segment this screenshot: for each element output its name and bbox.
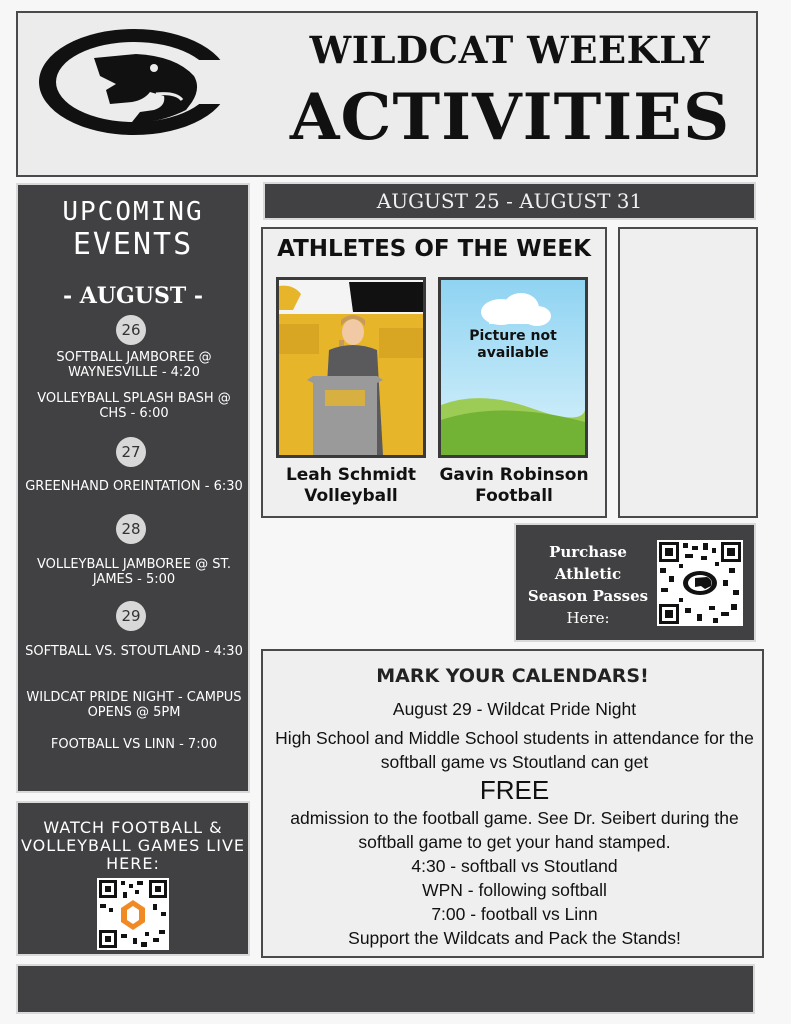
empty-panel [618,227,758,518]
athlete-name: Gavin Robinson [439,465,589,485]
season-passes-qr-code-icon[interactable] [657,540,743,626]
event-item: SOFTBALL JAMBOREE @ WAYNESVILLE - 4:20 [56,350,212,380]
passes-line3: Season Passes [527,587,649,605]
newsletter-title-line1: WILDCAT WEEKLY [309,28,711,72]
mark-calendars-panel [261,649,764,958]
athletes-title: ATHLETES OF THE WEEK [277,236,591,262]
day-badge-26: 26 [116,315,146,345]
calendar-line: Support the Wildcats and Pack the Stands! [348,928,681,948]
livestream-qr-code-icon[interactable] [97,878,169,950]
upcoming-events-panel [16,183,250,793]
events-title-line1: UPCOMING [62,197,204,227]
event-item: VOLLEYBALL SPLASH BASH @ CHS - 6:00 [37,391,231,421]
month-label: - AUGUST - [62,283,204,309]
day-badge-28: 28 [116,514,146,544]
athlete-name: Leah Schmidt [285,465,417,485]
calendar-line: High School and Middle School students in attendance for the softball game vs Stoutland can get [275,728,754,772]
newsletter-title-line2: ACTIVITIES [289,80,731,155]
calendar-title: MARK YOUR CALENDARS! [376,665,649,687]
calendar-line: 7:00 - football vs Linn [431,904,598,924]
watch-live-text: WATCH FOOTBALL & VOLLEYBALL GAMES LIVE HERE: [21,818,245,873]
footer-bar [16,964,755,1014]
calendar-line: admission to the football game. See Dr. Seibert during the softball game to get your hand stamped. [290,808,739,852]
calendar-line: WPN - following softball [422,880,607,900]
event-item: WILDCAT PRIDE NIGHT - CAMPUS OPENS @ 5PM [26,690,242,720]
event-item: FOOTBALL VS LINN - 7:00 [50,737,218,752]
event-item: GREENHAND OREINTATION - 6:30 [25,479,243,494]
wildcat-c-logo-icon [36,26,232,138]
free-text: FREE [479,775,550,805]
day-badge-29: 29 [116,601,146,631]
passes-line4: Here: [566,609,610,627]
passes-line2: Athletic [554,565,622,583]
season-passes-text [524,541,652,629]
calendar-line: August 29 - Wildcat Pride Night [392,699,637,719]
athlete-sport: Volleyball [304,486,398,506]
events-title-line2: EVENTS [72,227,194,262]
calendar-body [271,697,758,950]
passes-line1: Purchase [549,543,627,561]
landscape-placeholder-icon [441,280,585,455]
calendar-line: 4:30 - softball vs Stoutland [411,856,618,876]
athlete-photo [276,277,426,458]
day-badge-27: 27 [116,437,146,467]
event-item: SOFTBALL VS. STOUTLAND - 4:30 [25,644,243,659]
event-item: VOLLEYBALL JAMBOREE @ ST. JAMES - 5:00 [36,557,232,587]
date-range-bar: AUGUST 25 - AUGUST 31 [263,182,756,220]
picture-not-available-text: Picture not available [469,328,557,361]
placeholder-photo [438,277,588,458]
athlete-sport: Football [475,486,553,506]
